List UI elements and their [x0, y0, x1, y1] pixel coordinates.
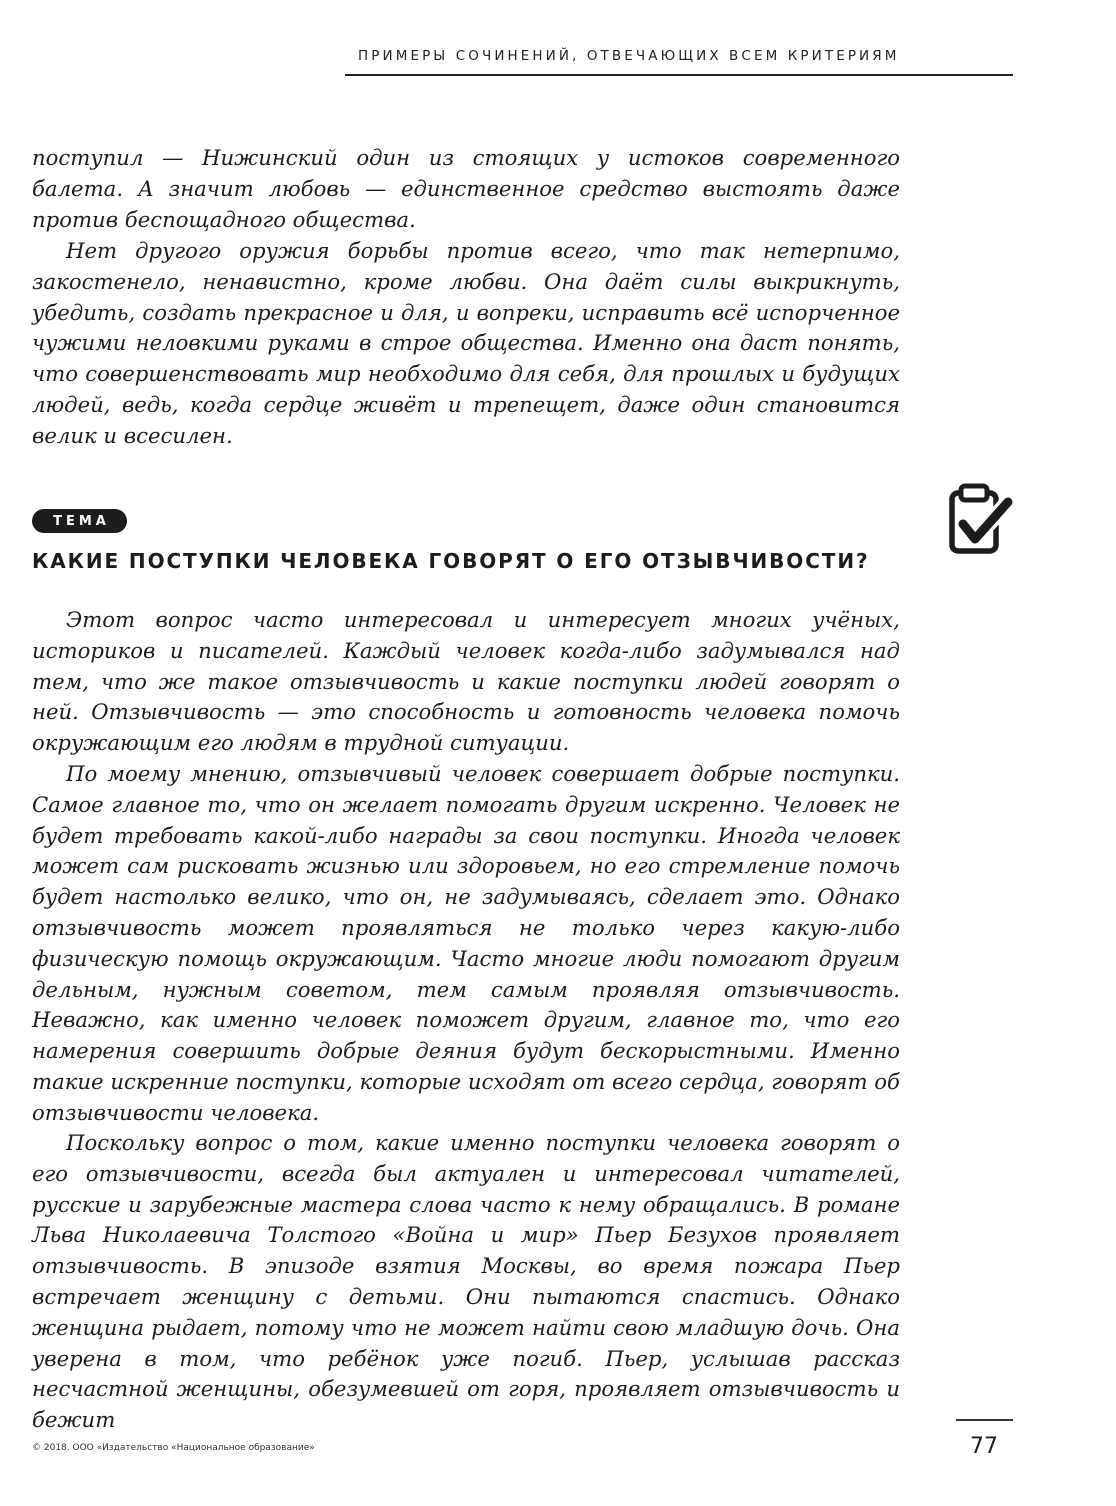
intro-paragraph-2: Нет другого оружия борьбы против всего, что так нетерпимо, закостенело, ненавистно, кроме любви. Она даёт силы выкрикнуть, убедить, создать прекрасное и для, и вопреки, исправить всё испорченное чужими неловкими руками в строе общества. Именно она даст понять, что совершенствовать мир необходимо для себя, для прошлых и будущих людей, ведь, когда сердце живёт и трепещет, даже один становится велик и всесилен.: [32, 238, 900, 448]
page-number: 77: [970, 1434, 998, 1459]
header-divider: [345, 74, 1013, 76]
running-header: ПРИМЕРЫ СОЧИНЕНИЙ, ОТВЕЧАЮЩИХ ВСЕМ КРИТЕРИЯМ: [358, 48, 900, 64]
clipboard-check-icon: [946, 482, 1016, 556]
topic-badge: ТЕМА: [32, 509, 127, 533]
copyright-notice: © 2018. ООО «Издательство «Национальное образование»: [32, 1443, 315, 1453]
footer-divider: [956, 1419, 1013, 1421]
essay-paragraph-3: Поскольку вопрос о том, какие именно поступки человека говорят о его отзывчивости, всегда был актуален и интересовал читателей, русские и зарубежные мастера слова часто к нему обращались. В романе Льва Николаевича Толстого «Война и мир» Пьер Безухов проявляет отзывчивость. В эпизоде взятия Москвы, во время пожара Пьер встречает женщину с детьми. Они пытаются спастись. Однако женщина рыдает, потому что не может найти свою младшую дочь. Она уверена в том, что ребёнок уже погиб. Пьер, услышав рассказ несчастной женщины, обезумевшей от горя, проявляет отзывчивость и бежит: [32, 1130, 900, 1433]
intro-paragraph-1: поступил — Нижинский один из стоящих у истоков современного балета. А значит любовь — единственное средство выстоять даже против беспощадного общества.: [32, 145, 900, 232]
topic-title: КАКИЕ ПОСТУПКИ ЧЕЛОВЕКА ГОВОРЯТ О ЕГО ОТЗЫВЧИВОСТИ?: [32, 549, 870, 573]
essay-paragraph-1: Этот вопрос часто интересовал и интересует многих учёных, историков и писателей. Каждый человек когда-либо задумывался над тем, что же такое отзывчивость и какие поступки людей говорят о ней. Отзывчивость — это способность и готовность человека помочь окружающим его людям в трудной ситуации.: [32, 607, 900, 756]
essay-paragraph-2: По моему мнению, отзывчивый человек совершает добрые поступки. Самое главное то, что он желает помогать другим искренно. Человек не будет требовать какой-либо награды за свои поступки. Иногда человек может сам рисковать жизнью или здоровьем, но его стремление помочь будет настолько велико, что он, не задумываясь, сделает это. Однако отзывчивость может проявляться не только через какую-либо физическую помощь окружающим. Часто многие люди помогают другим дельным, нужным советом, тем самым проявляя отзывчивость. Неважно, как именно человек поможет другим, главное то, что его намерения совершить добрые деяния будут бескорыстными. Именно такие искренние поступки, которые исходят от всего сердца, говорят об отзывчивости человека.: [32, 761, 900, 1125]
